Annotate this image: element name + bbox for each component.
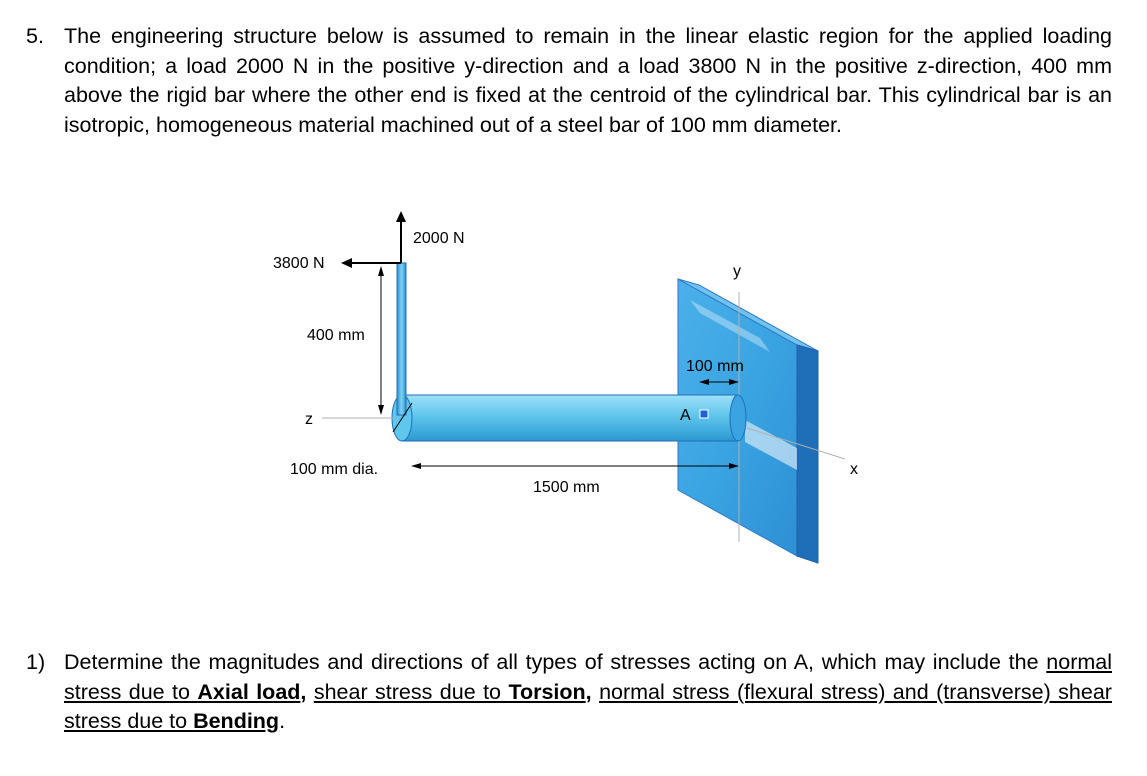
point-a-marker bbox=[700, 410, 708, 418]
question-seg2: shear stress due to Torsion bbox=[313, 679, 586, 704]
question-end: . bbox=[279, 709, 286, 734]
label-load-y: 2000 N bbox=[413, 230, 465, 247]
question-number: 1) bbox=[26, 650, 46, 674]
label-axis-z: z bbox=[305, 411, 313, 428]
question-intro: Determine the magnitudes and directions of all types of stresses acting on A, which may include the bbox=[64, 650, 1039, 674]
question-seg1: normal stress due to Axial load bbox=[64, 650, 1112, 704]
label-axis-y: y bbox=[733, 263, 741, 280]
problem-text: The engineering structure below is assumed to remain in the linear elastic region for the applied loading condition; a load 2000 N in the positive y-direction and a load 3800 N in the positive z-direction, 400 mm above the rigid bar where the other end is fixed at the centroid of the cylindrical bar. This cylindrical bar is an isotropic, homogeneous material machined out of a steel bar of 100 mm diameter. bbox=[64, 24, 1112, 137]
problem-number: 5. bbox=[26, 24, 44, 48]
cylindrical-bar bbox=[392, 395, 746, 441]
question-1 bbox=[26, 648, 1112, 737]
label-axis-x: x bbox=[850, 461, 858, 478]
rigid-rod bbox=[397, 263, 406, 415]
question-seg3: normal stress (flexural stress) and (transverse) shear stress due to Bending bbox=[64, 679, 1112, 734]
label-height: 400 mm bbox=[307, 327, 365, 344]
label-point-a: A bbox=[680, 407, 691, 424]
label-offset: 100 mm bbox=[686, 358, 744, 375]
label-load-z: 3800 N bbox=[273, 255, 325, 272]
load-y-arrow bbox=[396, 211, 406, 263]
load-z-arrow bbox=[341, 258, 401, 268]
label-length: 1500 mm bbox=[533, 479, 600, 496]
label-diameter: 100 mm dia. bbox=[290, 461, 379, 478]
question-sep2: , bbox=[585, 679, 592, 704]
question-sep1: , bbox=[300, 679, 307, 704]
height-dimension bbox=[378, 266, 384, 415]
question-text bbox=[64, 648, 1112, 737]
